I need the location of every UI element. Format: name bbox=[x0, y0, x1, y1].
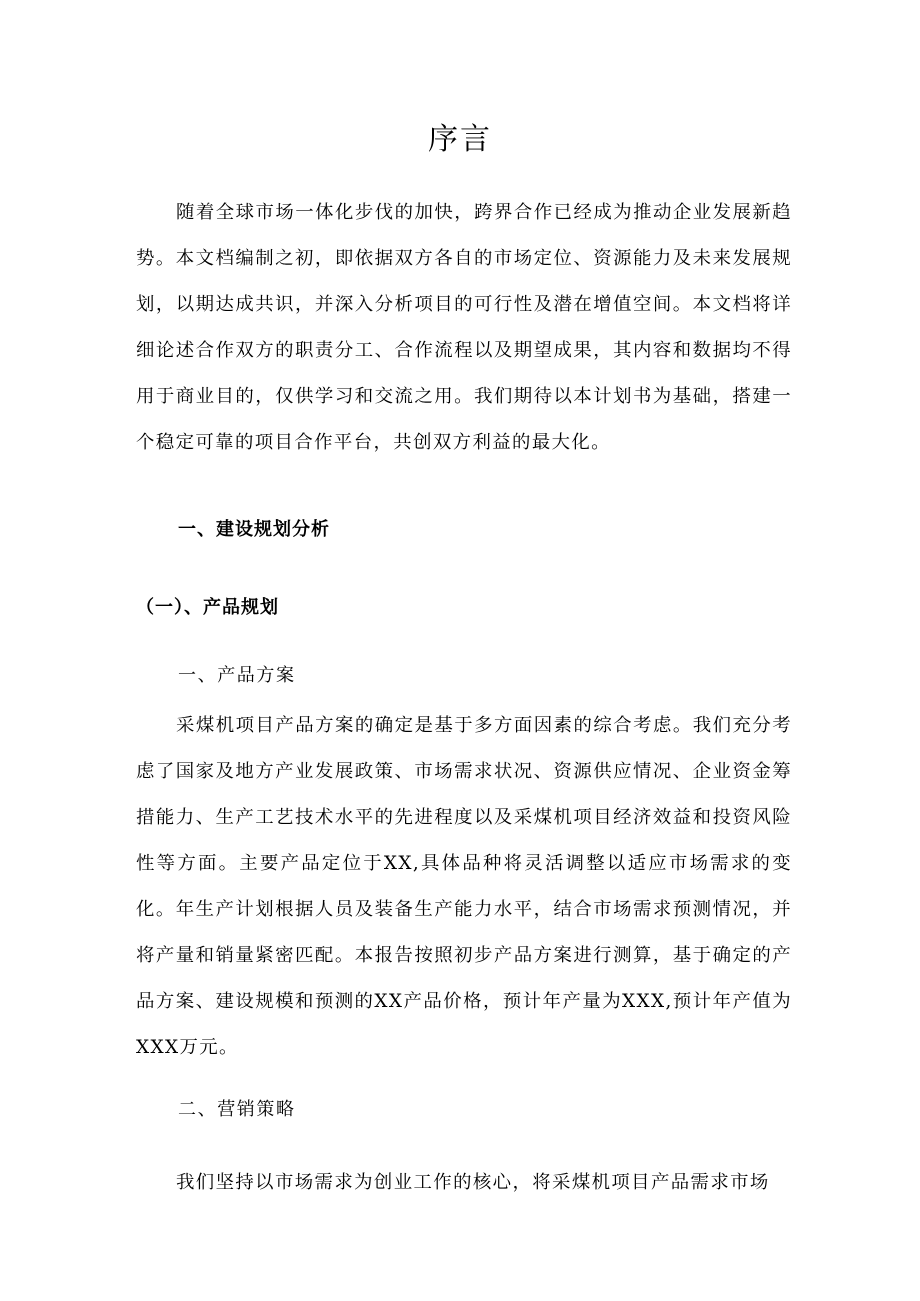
intro-paragraph: 随着全球市场一体化步伐的加快，跨界合作已经成为推动企业发展新趋势。本文档编制之初，即依据双方各自的市场定位、资源能力及未来发展规划，以期达成共识，并深入分析项目的可行性及潜在增值空间。本文档将详细论述合作双方的职责分工、合作流程以及期望成果，其内容和数据均不得用于商业目的，仅供学习和交流之用。我们期待以本计划书为基础，搭建一个稳定可靠的项目合作平台，共创双方利益的最大化。 bbox=[136, 202, 792, 453]
item-heading-product-plan: 一、产品方案 bbox=[178, 665, 296, 686]
document-title: 序言 bbox=[428, 122, 492, 157]
subsection-heading-product-planning: （一）、产品规划 bbox=[136, 597, 279, 618]
marketing-strategy-paragraph: 我们坚持以市场需求为创业工作的核心，将采煤机项目产品需求市场 bbox=[176, 1172, 770, 1193]
section-heading-construction-planning: 一、建设规划分析 bbox=[178, 519, 330, 540]
item-heading-marketing-strategy: 二、营销策略 bbox=[178, 1099, 296, 1120]
product-plan-paragraph: 采煤机项目产品方案的确定是基于多方面因素的综合考虑。我们充分考虑了国家及地方产业发展政策、市场需求状况、资源供应情况、企业资金筹措能力、生产工艺技术水平的先进程度以及采煤机项目经济效益和投资风险性等方面。主要产品定位于XX,具体品种将灵活调整以适应市场需求的变化。年生产计划根据人员及装备生产能力水平，结合市场需求预测情况，并将产量和销量紧密匹配。本报告按照初步产品方案进行测算，基于确定的产品方案、建设规模和预测的XX产品价格，预计年产量为XXX,预计年产值为XXX万元。 bbox=[136, 715, 792, 1058]
